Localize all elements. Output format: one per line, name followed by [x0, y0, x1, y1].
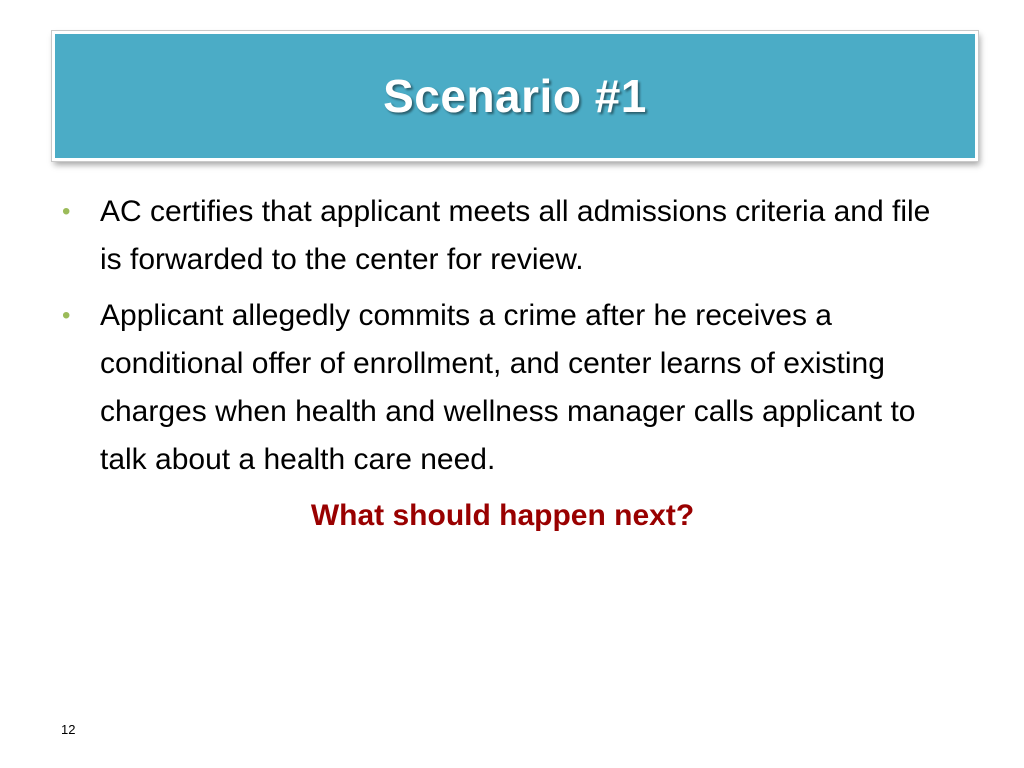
bullet-dot-icon: • [62, 302, 71, 329]
slide-body [62, 188, 967, 540]
slide-title: Scenario #1 [383, 70, 647, 122]
bullet-text: AC certifies that applicant meets all admissions criteria and file is forwarded to the center for review. [100, 195, 931, 276]
title-banner [52, 31, 978, 161]
bullet-dot-icon: • [62, 198, 71, 225]
bullet-item [62, 292, 967, 484]
bullet-text: Applicant allegedly commits a crime after he receives a conditional offer of enrollment, and center learns of existing charges when health and wellness manager calls applicant to talk about a health care need. [100, 299, 916, 476]
question-text: What should happen next? [310, 499, 695, 532]
bullet-item [62, 188, 967, 284]
page-number: 12 [61, 722, 76, 737]
